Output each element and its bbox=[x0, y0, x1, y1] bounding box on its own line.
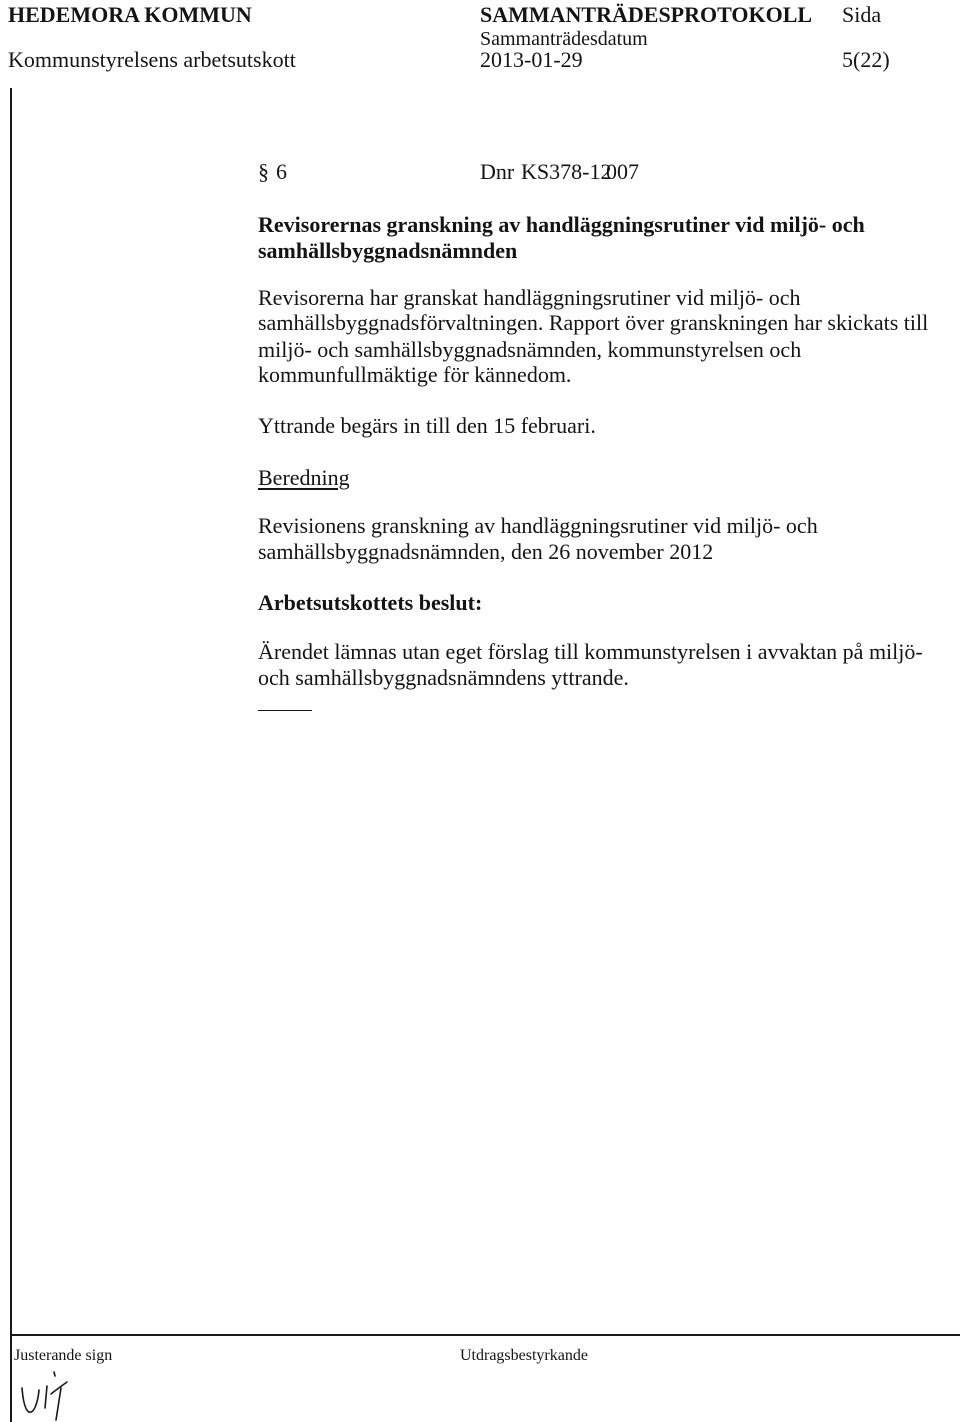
meeting-date-label: Sammanträdesdatum bbox=[480, 28, 648, 50]
end-of-item-rule bbox=[258, 710, 312, 711]
decision-line: och samhällsbyggnadsnämndens yttrande. bbox=[258, 665, 629, 690]
municipality-name: HEDEMORA KOMMUN bbox=[8, 2, 252, 27]
preparation-line: Revisionens granskning av handläggningsrutiner vid miljö- och bbox=[258, 513, 818, 538]
left-frame-line bbox=[10, 88, 12, 1422]
preparation-heading: Beredning bbox=[258, 465, 350, 490]
dnr-number: KS378-12 bbox=[521, 159, 612, 184]
footer-divider bbox=[10, 1334, 960, 1336]
item-title-line: Revisorernas granskning av handläggningsrutiner vid miljö- och bbox=[258, 212, 865, 237]
page-label: Sida bbox=[842, 2, 882, 27]
section-symbol: § bbox=[258, 159, 269, 184]
intro-line: miljö- och samhällsbyggnadsnämnden, kommunstyrelsen och bbox=[258, 337, 802, 362]
preparation-line: samhällsbyggnadsnämnden, den 26 november 2012 bbox=[258, 539, 714, 564]
dnr-code: 007 bbox=[606, 159, 639, 184]
document-type: SAMMANTRÄDESPROTOKOLL bbox=[480, 2, 813, 27]
page-number: 5(22) bbox=[842, 47, 890, 72]
intro-line: samhällsbyggnadsförvaltningen. Rapport över granskningen har skickats till bbox=[258, 310, 929, 335]
statement-request: Yttrande begärs in till den 15 februari. bbox=[258, 413, 596, 438]
extract-certification-label: Utdragsbestyrkande bbox=[460, 1347, 588, 1364]
meeting-date: 2013-01-29 bbox=[480, 47, 583, 72]
section-number: 6 bbox=[276, 159, 287, 184]
committee-name: Kommunstyrelsens arbetsutskott bbox=[8, 47, 296, 72]
item-title-line: samhällsbyggnadsnämnden bbox=[258, 238, 518, 263]
decision-line: Ärendet lämnas utan eget förslag till kommunstyrelsen i avvaktan på miljö- bbox=[258, 639, 923, 664]
decision-heading: Arbetsutskottets beslut: bbox=[258, 590, 483, 615]
adjuster-sign-label: Justerande sign bbox=[14, 1347, 113, 1364]
intro-line: kommunfullmäktige för kännedom. bbox=[258, 362, 572, 387]
intro-line: Revisorerna har granskat handläggningsrutiner vid miljö- och bbox=[258, 285, 801, 310]
signature-initials bbox=[14, 1358, 94, 1422]
dnr-label: Dnr bbox=[480, 159, 515, 184]
